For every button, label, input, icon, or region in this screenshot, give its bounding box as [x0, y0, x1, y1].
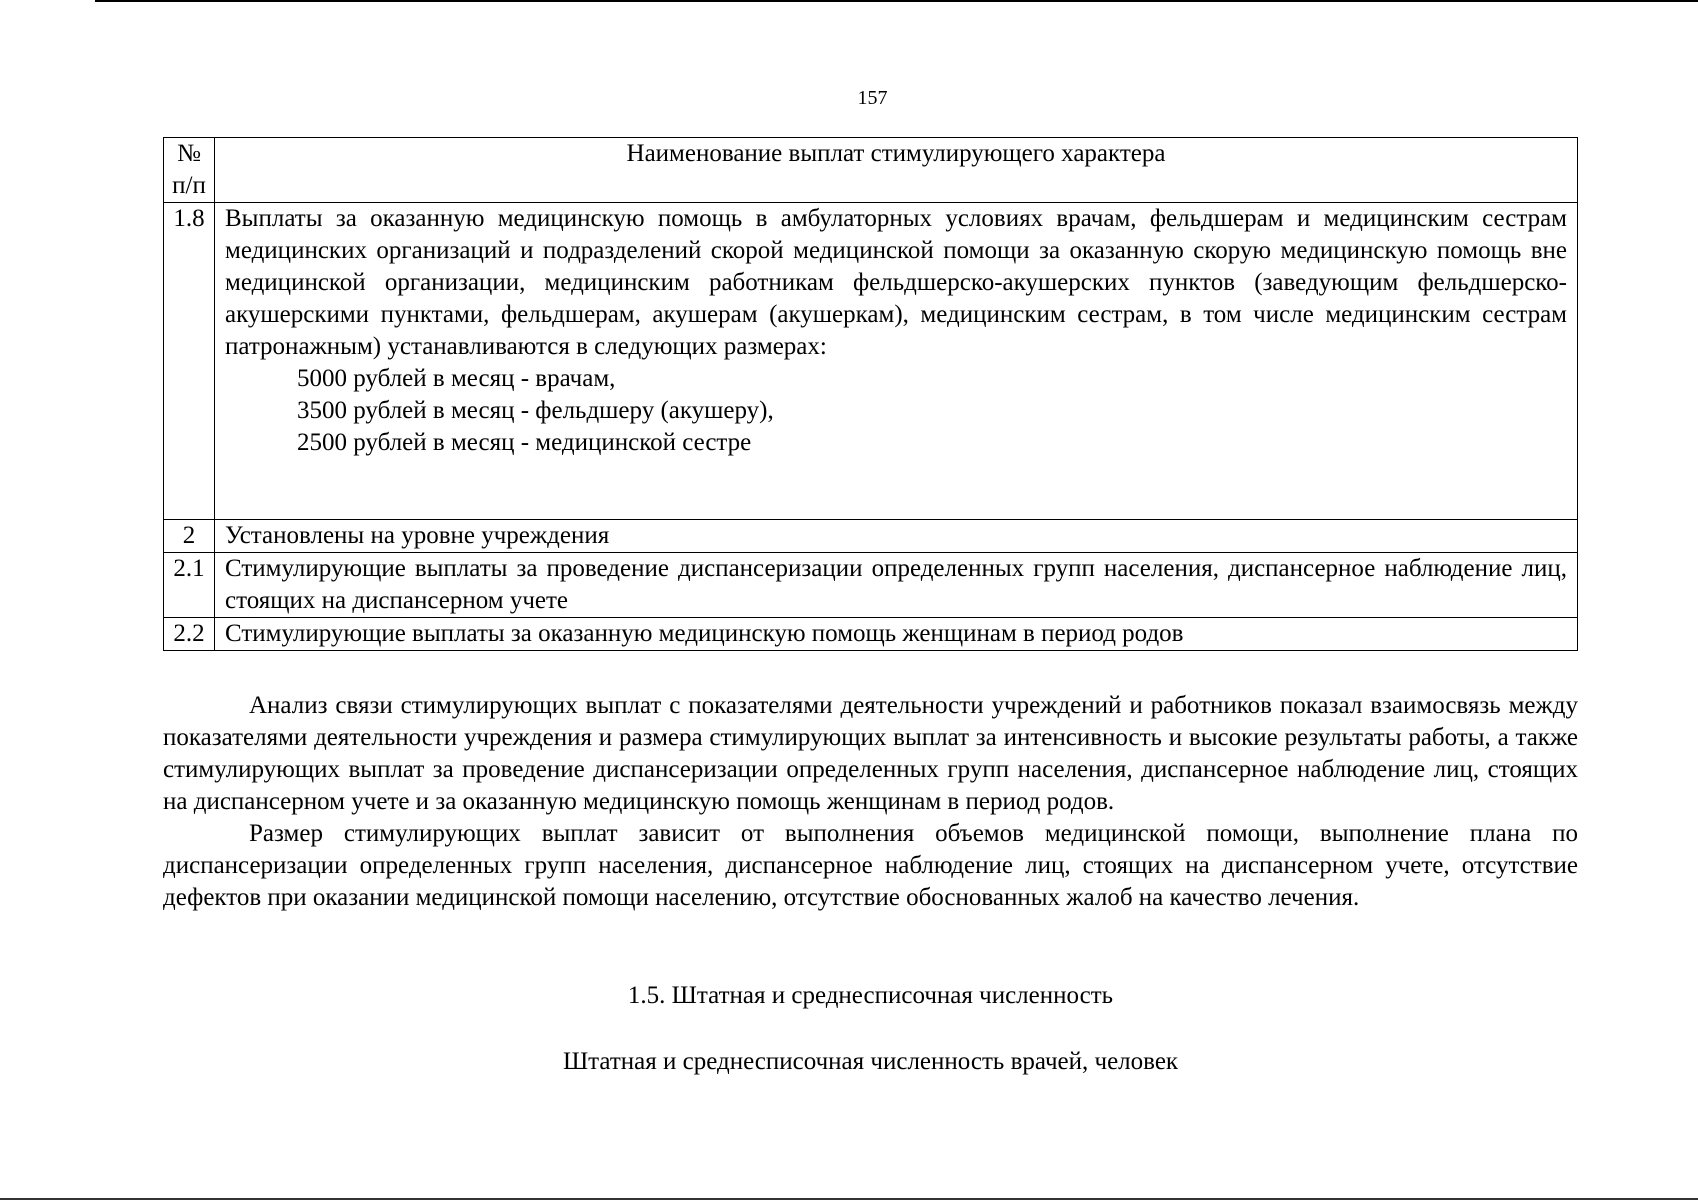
body-text [163, 690, 1578, 914]
row-description: Стимулирующие выплаты за оказанную медицинскую помощь женщинам в период родов [215, 618, 1578, 651]
scan-border-top [95, 0, 1698, 2]
row-number: 2 [164, 520, 215, 553]
row-description: Стимулирующие выплаты за проведение диспансеризации определенных групп населения, диспансерное наблюдение лиц, стоящих на диспансерном учете [215, 553, 1578, 618]
page-number: 157 [857, 87, 888, 109]
header-name-cell: Наименование выплат стимулирующего характера [215, 138, 1578, 203]
table-row [164, 203, 1578, 520]
payments-table [163, 137, 1578, 651]
table-row [164, 520, 1578, 553]
amount-line: 3500 рублей в месяц - фельдшеру (акушеру), [297, 397, 774, 424]
paragraph: Анализ связи стимулирующих выплат с показателями деятельности учреждений и работников показал взаимосвязь между показателями деятельности учреждения и размера стимулирующих выплат за интенсивность и высокие результаты работы, а также стимулирующих выплат за проведение диспансеризации определенных групп населения, диспансерное наблюдение лиц, стоящих на диспансерном учете и за оказанную медицинскую помощь женщинам в период родов. [163, 692, 1578, 815]
row-description [215, 203, 1578, 520]
row-description: Установлены на уровне учреждения [215, 520, 1578, 553]
table-row [164, 618, 1578, 651]
subsection-title: 1.5. Штатная и среднесписочная численность [627, 982, 1114, 1009]
row-text: Выплаты за оказанную медицинскую помощь в амбулаторных условиях врачам, фельдшерам и медицинским сестрам медицинских организаций и подразделений скорой медицинской помощи за оказанную скорую медицинскую помощь вне медицинской организации, медицинским работникам фельдшерско-акушерских пунктов (заведующим фельдшерско-акушерскими пунктами, фельдшерам, акушерам (акушеркам), медицинским сестрам, в том числе медицинским сестрам патронажным) устанавливаются в следующих размерах: [225, 205, 1567, 360]
row-number: 1.8 [164, 203, 215, 520]
table-header-row [164, 138, 1578, 203]
table-caption: Штатная и среднесписочная численность врачей, человек [562, 1048, 1179, 1075]
table-row [164, 553, 1578, 618]
row-number: 2.2 [164, 618, 215, 651]
row-number: 2.1 [164, 553, 215, 618]
paragraph: Размер стимулирующих выплат зависит от выполнения объемов медицинской помощи, выполнение плана по диспансеризации определенных групп населения, диспансерное наблюдение лиц, стоящих на диспансерном учете, отсутствие дефектов при оказании медицинской помощи населению, отсутствие обоснованных жалоб на качество лечения. [163, 820, 1578, 911]
amount-line: 5000 рублей в месяц - врачам, [297, 365, 616, 392]
amount-line: 2500 рублей в месяц - медицинской сестре [297, 429, 752, 456]
header-num-cell: № п/п [164, 138, 215, 203]
